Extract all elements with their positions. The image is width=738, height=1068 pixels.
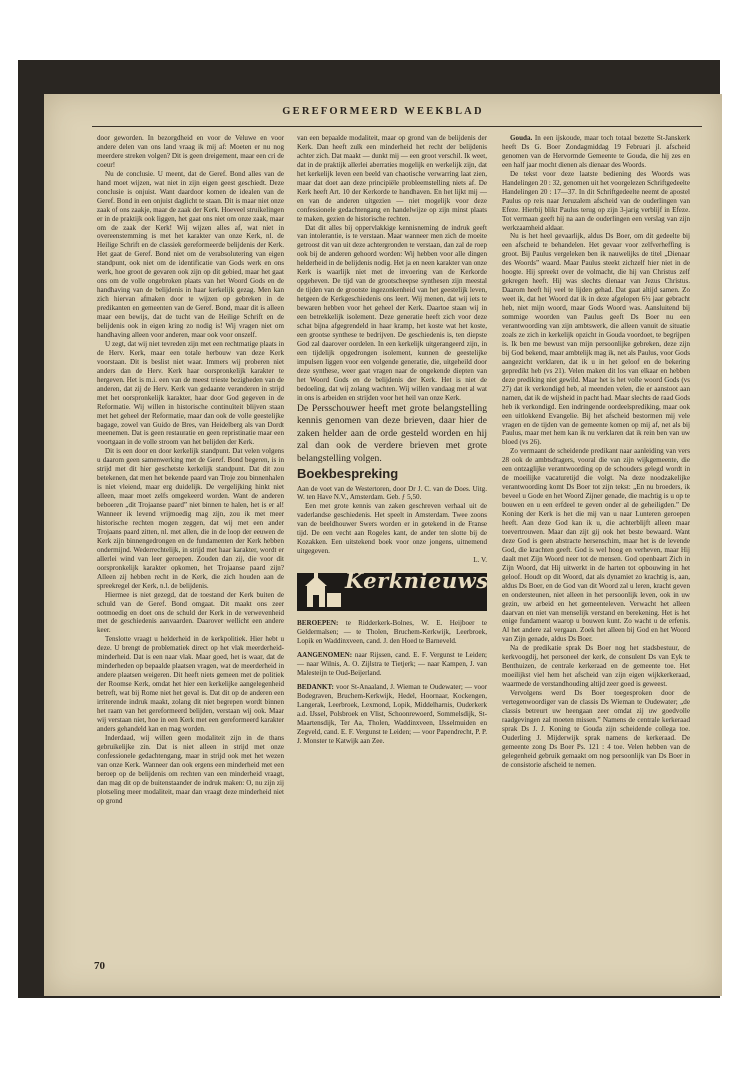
paragraph: Zo vermaant de scheidende predikant naar aanleiding van vers 28 ook de ambtsdragers, vooral die van zijn wijkgemeente, die een ontzaglijke verantwoording op de schouders gelegd wordt in de moeilijke vacaturetijd die volgt. Na deze noodzakelijke verantwoording komt Ds Boer tot zijn tekst: „En nu broeders, ik beveel u Gode en het Woord Zijner genade, die machtig is u op te bouwen en u een erfdeel te geven onder al de geheiligden.” De Koning der Kerk is het die mij van u naar Lunteren geroepen heeft. Aan deze God kan ik u, die achterblijft alleen maar toevertrouwen. Maar dan zijt gij ook het beste bewaard. Want deze God is geen abstracte hersenschim, maar het is de levende God, die krachten geeft. God is wel hoog en verheven, maar Hij daalt met Zijn Woord neer tot de mensen. God openbaart Zich in Zijn Woord, dat Hij uitwerkt in de harten tot opbouwing in het geloof. Houdt op dit Woord, dat als dynamiet zo krachtig is, aan, aldus Ds Boer, en de God van dit Woord zal u leren, kracht geven en ondersteunen, niet alleen in het persoonlijk leven, ook in uw gezin, uw arbeid en het gemeenteleven. Verwacht het alleen daarvan en niet van menselijk verstand en berekening. Het is het enige fundament waarop u bouwen kunt. Zo wacht u de erfenis. Al het andere zal vergaan. Zoek het alleen bij God en het Woord van Zijn genade, aldus Ds Boer. [502,447,690,644]
book-review-signature: L. V. [473,556,487,565]
kerk-item-text: voor St-Anaaland, J. Wieman te Oudewater; — voor Bodegraven, Bruchem-Kerkwijk, Hedel, Hoornaar, Kockengen, Langerak, Leerbroek, Lexmond, Lopik, Middelharnis, Ouderkerk a.d. IJssel, Polsbroek en Vlist, Schoonrewoerd, Sommelsdijk, St-Maartensdijk, Ter Aa, Tholen, Waddinxveen, IJsselmuiden en Zegveld, cand. E. F. Vergunst te Leiden; — voor Papendrecht, P. P. J. Monster te Katwijk aan Zee. [297,682,487,745]
paragraph: Hiermee is niet gezegd, dat de toestand der Kerk buiten de schuld van de Geref. Bond omgaat. Dit maakt ons zeer ootmoedig en doet ons de schuld der Kerk in de verwevenheid met de geschiedenis aanvaarden. Daarover wellicht een andere keer. [97,590,284,635]
kerk-item-aangenomen [297,651,487,678]
column-2 [297,134,487,745]
book-review-meta: Aan de voet van de Westertoren, door Dr J. C. van de Does. Uitg. W. ten Have N.V., Amsterdam. Geb. ƒ 5,50. [297,484,487,502]
book-review-body: Een met grote kennis van zaken geschreven verhaal uit de vaderlandse geschiedenis. Het speelt in Amsterdam. Twee zoons van de beeldhouwer Swers worden er in getekend in de Franse tijd. De een vecht aan Rogeles kant, de ander ten slotte bij de Kozakken. Een uitstekend boek voor onze jongens, uitnemend uitgegeven. [297,502,487,556]
paragraph-lead: Gouda. [510,134,533,142]
book-review-title: Boekbespreking [297,465,399,481]
paragraph: Na de predikatie sprak Ds Boer nog het stadsbestuur, de kerkvoogdij, het personeel der kerk, de consulent Ds van Eyk te Benthuizen, de centrale kerkeraad en de gemeente toe. Het moeilijkst viel hem het afscheid van zijn eigen wijkkerkeraad, waarmede de verstandhouding altijd zeer goed is geweest. [502,644,690,689]
page-number: 70 [94,960,105,972]
masthead: GEREFORMEERD WEEKBLAD [282,106,484,117]
paragraph: Vervolgens werd Ds Boer toegesproken door de vertegenwoordiger van de classis Ds Wieman te Oudewater; „de classis betreurt uw heengaan zeer omdat zij uw goedvolle raadgevingen zal moeten missen.” Namens de centrale kerkeraad sprak Ds J. J. Koning te Gouda zijn scheidende collega toe. Ouderling J. Mijderwijk sprak namens de kerkeraad. De gemeente zong Ds Boer Ps. 121 : 4 toe. Velen hebben van de gelegenheid gebruik gemaakt om nog persoonlijk van Ds Boer in de consistorie afscheid te nemen. [502,689,690,769]
paragraph: De tekst voor deze laatste bediening des Woords was Handelingen 20 : 32, genomen uit het voorgelezen Schriftgedeelte Handelingen 20 : 17—37. In dit Schriftgedeelte neemt de apostel Paulus op reis naar Jeruzalem afscheid van de ouderlingen van Efeze. Hierbij blikt Paulus terug op zijn 3-jarig verblijf in Efeze. Tot vermaan geeft hij na aan de ouderlingen een verslag van zijn werkzaamheid aldaar. [502,169,690,232]
kerknieuws-logo [297,568,489,611]
paragraph: Nu de conclusie. U meent, dat de Geref. Bond alles van de hand moet wijzen, wat niet in zijn eigen geest geschiedt. Deze conclusie is onjuist. Want daardoor komen de idealen van de Geref. Bond in een onjuist daglicht te staan. Dit is maar niet onze zaak of ons zaakje, maar de zaak der Kerk. Hoeveel struikelingen er in de praktijk ook liggen, het gaat ons niet om onze zaak, maar om de zaak der Kerk! Wij wijzen alles af, wat niet in overeenstemming is met het karakter van onze Kerk, nl. de Heilige Schrift en de classiek gereformeerde belijdenis der Kerk. Het gaat de Geref. Bond niet om de verabsolutering van eigen standpunt, ook niet om de identificatie van Gods werk en ons werk, hoe groot de gevaren ook zijn op dit gebied, maar het gaat ons om de volle ongebroken plaats van het Woord Gods en de handhaving van de belijdenis in haar kerkelijk gezag. Men kan zich hiervan afmaken door te wijzen op gebreken in de predikanten en gemeenten van de Geref. Bond, maar dit is alleen maar een bewijs, dat de tucht van de Heilige Schrift en de belijdenis ook in eigen kring zo nodig is! Wij vragen niet om handhaving alleen voor anderen, maar ook voor onszelf. [97,169,284,339]
paragraph: Dat dit alles bij oppervlakkige kennisneming de indruk geeft van intolerantie, is te verstaan. Maar wanneer men zich de moeite getroost dit van uit deze achtergronden te verstaan, dan zal de roep ook bij de anderen gehoord worden: Wij hebben voor alle dingen helderheid in de belijdenis nodig. Het ja en neen karakter van onze Kerk is waarlijk niet met de invoering van de Kerkorde opgeheven. De tijd van de grootscheepse synthesen zijn meestal de tijden van de grootste ingezonkenheid van het geestelijk leven, hetgeen de Kerkgeschiedenis ons leert. Wij menen, dat wij iets te bewaren hebben voor het geheel der Kerk. Daartoe staan wij in een betrekkelijk isolement. Deze generatie heeft zich voor deze schat bijna afgegrendeld in haar kramp, het koste wat het koste, een grootse synthese te bedrijven. De geschiedenis is, ten diepste God zal daarover oordelen. In een kerkelijk uitgerangeerd zijn, in een tijdelijk opgedrongen isolement, kunnen de geestelijke impulsen liggen voor een volgende generatie, die, uitgeheild door deze synthese, weer gaat vragen naar de ongekende diepten van het Woord Gods en de belijdenis der Kerk. Het is niet de bedoeling, dat wij zolang wachten. Wij willen vandaag met al wat in ons is arbeiden en strijden voor het heil van onze Kerk. [297,223,487,402]
paragraph: door geworden. In bezorgdheid en voor de Veluwe en voor andere delen van ons land vraag ik mij af: Moeten er nu nog meerdere streken volgen? Dit is geen dreigement, maar een cri de coeur! [97,134,284,169]
kerk-item-label: BEDANKT: [297,682,334,691]
paragraph-text: In een ijskoude, maar toch totaal bezette St-Janskerk heeft Ds G. Boer Zondagmiddag 19 Februari jl. afscheid genomen van de Hervormde Gemeente te Gouda, die hij zes en een half jaar mocht dienen als dienaar des Woords. [502,134,690,169]
paragraph: Inderdaad, wij willen geen modaliteit zijn in de thans gebruikelijke zin. Dat is niet alleen in strijd met onze confessionele gedachtengang, maar in strijd ook met het wezen van onze Kerk. Wanneer dan ook ergens een minderheid met een beroep op de belijdenis om rechten van een minderheid vraagt, dan mag dit op de buitenstaander de indruk maken: O, nu zijn zij plotseling meer modaliteit, maar dan vraagt deze minderheid niet op grond [97,733,284,805]
paragraph: Dit is een door en door kerkelijk standpunt. Dat velen volgens u daarom geen samenwerking met de Geref. Bond begeren, is in strijd met dit hier geschetste kerkelijk standpunt. Dat dit zou betekenen, dat men het bekende paard van Troje zou binnenhalen is niet vleiend, maar erg duidelijk. De vergelijking hinkt niet alleen, maar moet zelfs omgekeerd worden. Want de anderen beboeren „dit Trojaanse paard” niet binnen te halen, het is er al! Wanneer ik levend vrijmoedig mag zijn, zou ik met meer historische rechten mogen zeggen, dat wij met een ander Trojaans paard zitten, nl. met allen, die in de loop der eeuwen de Kerk zijn binnengedrongen en de fundamenten der Kerk hebben ondermijnd. Wederrechtelijk, in strijd met haar karakter, wordt er allerlei wind van leer geroepen. Zouden dan zij, die voor dit oorspronkelijk karakter opkomen, het Trojaanse paard zijn? Alleen zij hebben recht in de Kerk, die zich houden aan de spreekregel der Kerk, n.l. de belijdenis. [97,447,284,590]
kerk-item-bedankt [297,683,487,746]
paragraph: U zegt, dat wij niet tevreden zijn met een rechtmatige plaats in de Herv. Kerk, maar een totale herbouw van deze Kerk voorstaan. Dit is beslist niet waar. Immers wij proberen niet anders dan de Herv. Kerk haar oorspronkelijk karakter te hergeven. Het is m.i. een van de meest trieste bezigheden van de anderen, dat zij de Herv. Kerk van gedaante veranderen in strijd met het oorspronkelijk karakter, haar door God gegeven in de Reformatie. Wij willen in historische continuïteit blijven staan met het geheel der Reformatie, maar dan ook de volle geestelijke bagage, zowel van Guido de Bres, van Heidelberg als van Dordt meenemen. Dat is geen restauratie en geen repristinatie maar een voortgaan in de volle stroom van het belijden der Kerk. [97,339,284,447]
kerk-item-beroepen [297,619,487,646]
kerk-item-label: AANGENOMEN: [297,650,353,659]
kerk-item-label: BEROEPEN: [297,619,339,628]
kerk-item-text: naar Rijssen, cand. E. F. Vergunst te Leiden; — naar Wilnis, A. O. Zijlstra te Tietjerk; — naar Kampen, J. van Malesteijn te Oud-Beijerland. [297,650,488,677]
newspaper-page [44,94,722,996]
column-3 [502,134,690,770]
column-1 [97,134,284,805]
paragraph: van een bepaalde modaliteit, maar op grond van de belijdenis der Kerk. Dan heeft zulk een minderheid het recht der belijdenis achter zich. Dat maakt — dunkt mij — een groot verschil. Ik weet, dat in de praktijk allerlei aberraties mogelijk en werkelijk zijn, dat het kerkelijk leven een beeld van chaotische verwarring laat zien, maar dat doet aan deze principiële probleemstelling niets af. De Kerk heeft Art. 10 der Kerkorde te handhaven. En het lijkt mij — en van de anderen uitgezien — niet mogelijk voor deze confessionele gedachtengang en handelwijze op zijn minst plaats te maken, gezien de historische rechten. [297,134,487,223]
header-rule [92,126,702,127]
pull-quote: De Persschouwer heeft met grote belangstelling kennis genomen van deze brieven, daar hier de zaken helder aan de orde gesteld worden en hij zal dan ook de verdere brieven met grote belangstelling volgen. [297,402,487,464]
kerknieuws-logo-text: Kerknieuws [345,568,489,594]
church-icon [297,573,345,611]
paragraph [502,134,690,170]
paragraph: Nu is het heel gevaarlijk, aldus Ds Boer, om dit gedeelte bij een afscheid te behandelen. Het gevaar voor zelfverheffing is groot. Bij Paulus vergeleken ben ik nauwelijks de titel „Dienaar des Woords” waard. Maar Paulus steekt zichzelf hier niet in de hoogte. Hij spreekt over de volmacht, die hij van Christus zelf gekregen heeft. Hij was slechts dienaar van Jezus Christus. Daarom heeft hij veel te lijden gehad. Dat gaat altijd samen. Zo weet ik, dat het Woord dat ik in deze afgelopen 6½ jaar gebracht heb, niet mijn woord, maar Gods Woord was. Aansluitend bij sommige woorden van Paulus geeft Ds Boer nu een verantwoording van zijn ambtswerk, die alleen vanuit de situatie zoals ze zich in kerkelijk opzicht in Gouda voordoet, te begrijpen is. Ik ben me bewust van mijn persoonlijke gebreken, deze zijn bij God bekend, maar ambtelijk mag ik, net als Paulus, voor Gods aangezicht verklaren, dat ik u in het geloof en de bekering gepredikt heb (vs 21). Velen maken dit los van elkaar en hebben deze prediking niet gewild. Maar het is het volle woord Gods (vs 27) dat ik verkondigd heb, al meenden velen, die er aanstoot aan namen, dat ik de wijsheid in pacht had. Maar slechts de raad Gods heb ik verkondigd. Een indringende oordeelsprediking, maar ook een uitlokkend Evangelie. Bij het afscheid bestormen mij vele vragen en de tijden van de gemeente komen op mij af, net als bij Paulus, maar met hem kan ik nu verklaren dat ik rein ben van uw bloed (vs 26). [502,232,690,447]
paragraph: Tenslotte vraagt u helderheid in de kerkpolitiek. Hier hebt u deze. U brengt de problematiek direct op het vlak meerderheid-minderheid. Dat is een naar vlak. Maar goed, het is waar, dat de minderheden op bepaalde plaatsen vragen, wat de meerderheid in andere plaatsen weigeren. Dit heeft niets gemeen met de politiek der Roomse Kerk, omdat het hier een kerkelijke aangelegenheid betreft, wat bij Rome niet het geval is. Dat dit op de anderen een irriterende indruk maakt, zolang dit niet begrepen wordt binnen het raam van het gereformeerd belijden, verstaan wij ook. Maar wij verstaan niet, hoe in een Kerk met een gereformeerd karakter anders gehandeld kan en mag worden. [97,635,284,733]
kerk-item-text: te Ridderkerk-Bolnes, W. E. Heijboer te Geldermalsen; — te Tholen, Bruchem-Kerkwijk, Leerbroek, Lopik en Waddinxveen, cand. J. den Hoed te Barneveld. [297,619,487,645]
